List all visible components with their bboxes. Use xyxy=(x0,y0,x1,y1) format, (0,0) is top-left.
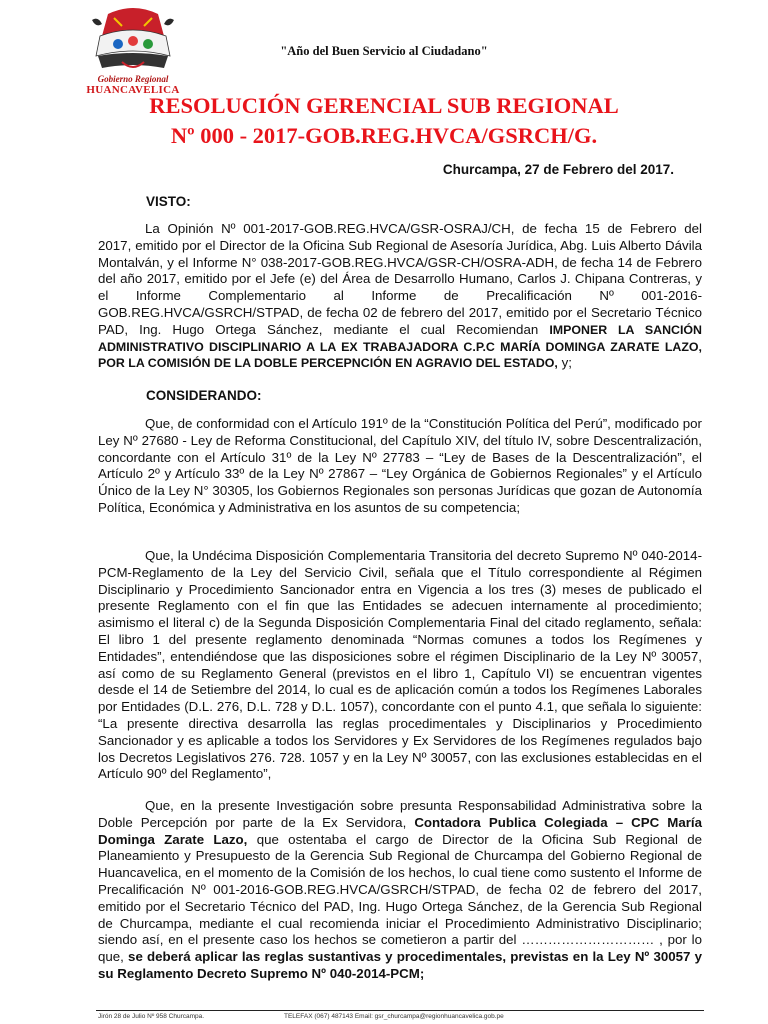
p3-text-a: Que, en la presente Investigación sobre presunta Responsabilidad Administrativa sobre la Doble Percepción por parte de la Ex Servidora, xyxy=(98,798,702,830)
footer-address: Jirón 28 de Julio Nº 958 Churcampa. xyxy=(98,1013,205,1020)
logo-emblem-icon xyxy=(78,6,188,74)
resolution-title: RESOLUCIÓN GERENCIAL SUB REGIONAL xyxy=(149,93,619,118)
considerando-paragraph-1: Que, de conformidad con el Artículo 191º de la “Constitución Política del Perú”, modificado por Ley Nº 27680 - Ley de Reforma Constitucional, del Capítulo XIV, del título IV, sobre Descentralización, concordante con el Artículo 31º de la Ley Nº 27783 – “Ley de Bases de la Descentralización”, el Artículo 2º y Artículo 33º de la Ley Nº 27867 – “Ley Orgánica de Gobiernos Regionales” y el Artículo Único de la Ley N° 30305, los Gobiernos Regionales son personas Jurídicas que gozan de Autonomía Política, Económica y Administrativa en los asuntos de su competencia; xyxy=(98,416,702,515)
resolution-number: Nº 000 - 2017-GOB.REG.HVCA/GSRCH/G. xyxy=(170,123,598,148)
considerando-paragraph-2: Que, la Undécima Disposición Complementaria Transitoria del decreto Supremo Nº 040-2014-PCM-Reglamento de la Ley del Servicio Civil, señala que el Título correspondiente al Régimen Disciplinario y Procedimiento Sancionador entra en Vigencia a los tres (3) meses de publicado el presente Reglamento con el fin que las Entidades se adecuen internamente al procedimiento; asimismo el literal c) de la Segunda Disposición Complementaria Final del citado reglamento, señala: El libro 1 del presente reglamento denominada “Normas comunes a todos los Regímenes y Entidades”, entendiéndose que las disposiciones sobre el régimen Disciplinario de la Ley Nº 30057, así como de su Reglamento General (previstos en el libro 1, Capítulo VI) se encuentran vigentes desde el 14 de Setiembre del 2014, lo cual es de aplicación común a todos los Regímenes Laborales por Entidades (D.L. 276, D.L. 728 y D.L. 1057), concordante con el punto 4.1, que señala lo siguiente: “La presente directiva desarrolla las reglas procedimentales y Disciplinarios y Procedimiento Sancionador y es aplicable a todos los Servidores y Ex Servidores de los Regímenes regulados bajo los Decretos Legislativos 276. 728. 1057 y en la Ley Nº 30057, con las exclusiones establecidas en el Artículo 90º del Reglamento”, xyxy=(98,548,702,782)
p3-bold-name: Contadora Publica Colegiada – CPC María Dominga Zarate Lazo, xyxy=(98,814,702,847)
considerando-heading: CONSIDERANDO: xyxy=(146,388,262,403)
visto-heading: VISTO: xyxy=(146,194,191,209)
p3-bold-conclusion: se deberá aplicar las reglas sustantivas y procedimentales, previstas en la Ley Nº 30057 y su Reglamento Decreto Supremo Nº 040-2014-PCM; xyxy=(98,949,702,981)
p3-text-b: que ostentaba el cargo de Director de la Oficina Sub Regional de Planeamiento y Presupuesto de la Gerencia Sub Regional de Churcampa del Gobierno Regional de Huancavelica, en el momento de la Comisión de los hechos, lo cual tiene como sustento el Informe de Precalificación Nº 001-2016-GOB.REG.HVCA/GSRCH/STPAD, de fecha 02 de febrero del 2017, emitido por el Secretario Técnico del PAD, Ing. Hugo Ortega Sánchez, de la Gerencia Sub Regional de Churcampa, mediante el cual recomienda iniciar el Procedimiento Administrativo Disciplinario; siendo así, en el presente caso los hechos se cometieron a partir del ………………………… , por lo que, xyxy=(98,831,702,965)
footer-divider xyxy=(96,1010,704,1011)
considerando-paragraph-3 xyxy=(98,798,702,983)
visto-paragraph xyxy=(98,221,702,372)
logo-title: HUANCAVELICA xyxy=(86,84,180,96)
visto-text: La Opinión Nº 001-2017-GOB.REG.HVCA/GSR-OSRAJ/CH, de fecha 15 de Febrero del 2017, emitido por el Director de la Oficina Sub Regional de Asesoría Jurídica, Abg. Luis Alberto Dávila Montalván, y el Informe N° 038-2017-GOB.REG.HVCA/GSR-CH/OSRA-ADH, de fecha 14 de Febrero del año 2017, emitido por el Jefe (e) del Área de Desarrollo Humano, Carlos J. Chipana Contreras, y el Informe Complementario al Informe de Precalificación Nº 001-2016-GOB.REG.HVCA/GSRCH/STPAD, de fecha 02 de febrero del 2017, emitido por el Secretario Técnico PAD, Ing. Hugo Ortega Sánchez, mediante el cual Recomiendan xyxy=(98,221,702,337)
footer-contact: TELEFAX (067) 487143 Email: gsr_churcampa@regionhuancavelica.gob.pe xyxy=(284,1013,504,1020)
logo-subtitle: Gobierno Regional xyxy=(97,74,169,84)
visto-bold-text: IMPONER LA SANCIÓN ADMINISTRATIVO DISCIPLINARIO A LA EX TRABAJADORA C.P.C MARÍA DOMINGA ZARATE LAZO, POR LA COMISIÓN DE LA DOBLE PERCEPNCIÓN EN AGRAVIO DEL ESTADO, xyxy=(98,322,703,371)
place-date: Churcampa, 27 de Febrero del 2017. xyxy=(442,162,674,177)
year-motto: "Año del Buen Servicio al Ciudadano" xyxy=(280,44,488,58)
visto-tail: y; xyxy=(557,355,572,371)
